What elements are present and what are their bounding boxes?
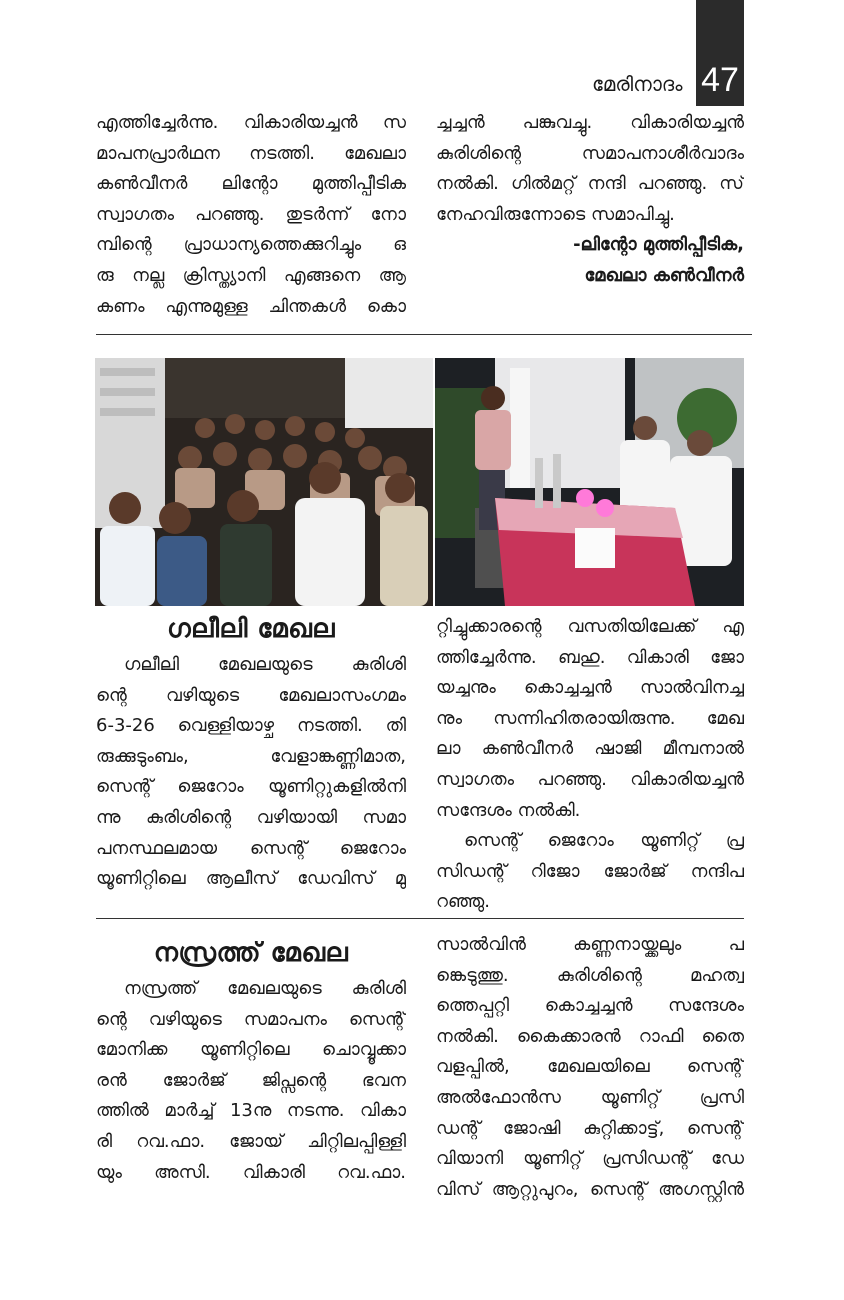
text-line: യും അസി. വികാരി റവ.ഫാ.	[96, 1161, 406, 1183]
text-line: സാൽവിൻ കണ്ണനായ്ക്കലും പ	[436, 934, 744, 955]
text-line: യച്ചനും കൊച്ചച്ചൻ സാൽവിനച്ച	[436, 677, 744, 699]
page-number: 47	[696, 0, 744, 106]
nazareth-heading: നസ്രത്ത് മേഖല	[153, 938, 349, 968]
text-line: ങ്കെടുത്തു. കുരിശിന്റെ മഹത്വ	[436, 964, 744, 986]
text-line: ച്ചച്ചൻ പങ്കുവച്ചു. വികാരിയച്ചൻ	[436, 112, 744, 133]
text-line: സ്വാഗതം പറഞ്ഞു. വികാരിയച്ചൻ	[436, 768, 744, 790]
text-line: 6-3-26 വെള്ളിയാഴ്ച നടത്തി. തി	[96, 715, 406, 737]
text-line: അൽഫോൻസ യൂണിറ്റ് പ്രസി	[436, 1086, 744, 1108]
text-line: രൻ ജോർജ് ജിപ്സന്റെ ഭവന	[96, 1069, 406, 1091]
galilee-left-column	[96, 650, 406, 895]
text-line: ത്തെപ്പറ്റി കൊച്ചച്ചൻ സന്ദേശം	[436, 995, 744, 1017]
text-line: കൺവീനർ ലിന്റോ മുത്തിപ്പീടിക	[96, 173, 406, 195]
text-line: രുക്കുടുംബം, വേളാങ്കണ്ണിമാത,	[96, 745, 406, 767]
text-line: റ്റിച്ചുക്കാരന്റെ വസതിയിലേക്ക് എ	[436, 616, 744, 637]
text-line: ത്തിച്ചേർന്നു. ബഹു. വികാരി ജോ	[436, 646, 744, 668]
text-line: സന്ദേശം നൽകി.	[436, 799, 581, 821]
text-line: പനസ്ഥലമായ സെന്റ് ജെറോം	[96, 837, 406, 859]
galilee-right-column	[436, 612, 744, 918]
text-line: ന്നു കുരിശിന്റെ വഴിയായി സമാ	[96, 806, 406, 828]
text-line: വളപ്പിൽ, മേഖലയിലെ സെന്റ്	[436, 1056, 744, 1078]
text-line: വിസ് ആറ്റുപുറം, സെന്റ് അഗസ്റ്റിൻ	[436, 1178, 744, 1200]
text-line: വിയാനി യൂണിറ്റ് പ്രസിഡന്റ് ഡേ	[436, 1148, 744, 1170]
text-line: ഗലീലി മേഖലയുടെ കുരിശി	[124, 654, 406, 675]
text-line: ന്റെ വഴിയുടെ മേഖലാസംഗമം	[96, 684, 406, 706]
nazareth-left-column	[96, 974, 406, 1188]
text-line: രു നല്ല ക്രിസ്ത്യാനി എങ്ങനെ ആ	[96, 264, 406, 286]
text-line: നൽകി. ഗിൽമറ്റ് നന്ദി പറഞ്ഞു. സ്	[436, 173, 744, 195]
text-line: ന്റെ വഴിയുടെ സമാപനം സെന്റ്	[96, 1008, 406, 1030]
galilee-heading: ഗലീലി മേഖല	[166, 614, 336, 644]
signature-name: -ലിന്റോ മുത്തിപ്പീടിക,	[573, 234, 744, 256]
text-line: കണം എന്നുമുള്ള ചിന്തകൾ കൊ	[96, 295, 406, 317]
text-line: കുരിശിന്റെ സമാപനാശീർവാദം	[436, 142, 744, 164]
top-left-column	[96, 108, 406, 322]
text-line: മാപനപ്രാർഥന നടത്തി. മേഖലാ	[96, 142, 406, 164]
magazine-name: മേരിനാദം	[592, 72, 683, 96]
text-line: സെന്റ് ജെറോം യൂണിറ്റ് പ്ര	[464, 830, 744, 852]
text-line: ത്തിൽ മാർച്ച് 13നു നടന്നു. വികാ	[96, 1100, 406, 1122]
text-line: നേഹവിരുന്നോടെ സമാപിച്ചു.	[436, 203, 675, 225]
text-line: റഞ്ഞു.	[436, 891, 491, 913]
top-right-column	[436, 108, 744, 292]
nazareth-right-column	[436, 930, 744, 1205]
speakers-photo	[435, 358, 744, 606]
text-line: നും സന്നിഹിതരായിരുന്നു. മേഖ	[436, 707, 744, 729]
text-line: രി റവ.ഫാ. ജോയ് ചിറ്റിലപ്പിള്ളി	[96, 1130, 406, 1152]
text-line: മ്പിന്റെ പ്രാധാന്യത്തെക്കുറിച്ചും ഒ	[96, 234, 406, 256]
text-line: ലാ കൺവീനർ ഷാജി മീമ്പനാൽ	[436, 738, 744, 760]
crowd-photo	[95, 358, 433, 606]
signature-role: മേഖലാ കൺവീനർ	[584, 264, 744, 286]
divider-top	[96, 334, 752, 335]
text-line: നൽകി. കൈക്കാരൻ റാഫി തൈ	[436, 1025, 744, 1047]
text-line: ഡന്റ് ജോഷി കുറ്റിക്കാട്ട്, സെന്റ്	[436, 1117, 744, 1139]
divider-middle	[96, 918, 744, 919]
text-line: യൂണിറ്റിലെ ആലീസ് ഡേവിസ് മു	[96, 868, 406, 890]
text-line: എത്തിച്ചേർന്നു. വികാരിയച്ചൻ സ	[96, 112, 406, 133]
text-line: മോനിക്ക യൂണിറ്റിലെ ചൊവ്വൂക്കാ	[96, 1039, 406, 1061]
text-line: സെന്റ് ജെറോം യൂണിറ്റുകളിൽനി	[96, 776, 406, 798]
text-line: സിഡന്റ് റിജോ ജോർജ് നന്ദിപ	[436, 860, 744, 882]
text-line: സ്വാഗതം പറഞ്ഞു. തുടർന്ന് നോ	[96, 203, 406, 225]
text-line: നസ്രത്ത് മേഖലയുടെ കുരിശി	[124, 978, 406, 999]
